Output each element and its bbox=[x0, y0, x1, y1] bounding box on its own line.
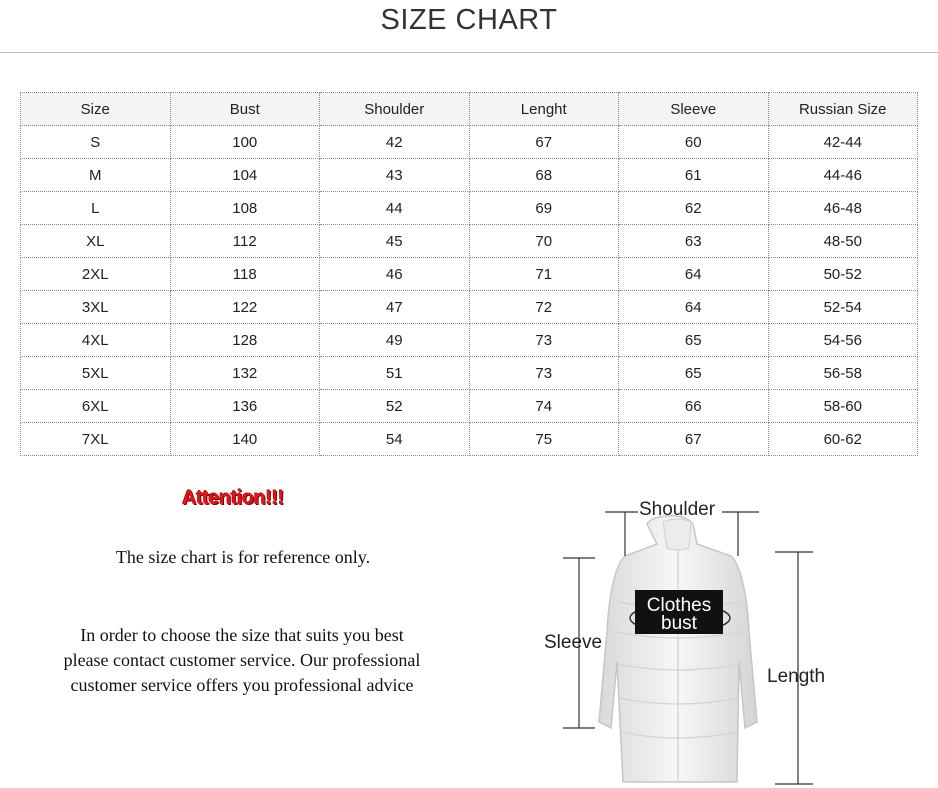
cell-bust: 112 bbox=[170, 225, 320, 258]
cell-sleeve: 65 bbox=[619, 324, 769, 357]
cell-size: 4XL bbox=[21, 324, 171, 357]
cell-sleeve: 61 bbox=[619, 159, 769, 192]
cell-size: 6XL bbox=[21, 390, 171, 423]
cell-shoulder: 45 bbox=[320, 225, 470, 258]
cell-length: 73 bbox=[469, 357, 619, 390]
cell-sleeve: 63 bbox=[619, 225, 769, 258]
cell-bust: 140 bbox=[170, 423, 320, 456]
coat-measurement-diagram bbox=[535, 492, 855, 788]
cell-shoulder: 51 bbox=[320, 357, 470, 390]
cell-shoulder: 52 bbox=[320, 390, 470, 423]
bust-label-line1: Clothes bbox=[646, 595, 712, 616]
cell-russian-size: 50-52 bbox=[768, 258, 918, 291]
column-header-shoulder: Shoulder bbox=[320, 93, 470, 126]
cell-russian-size: 46-48 bbox=[768, 192, 918, 225]
cell-size: 5XL bbox=[21, 357, 171, 390]
coat-illustration bbox=[599, 516, 757, 782]
cell-russian-size: 42-44 bbox=[768, 126, 918, 159]
cell-shoulder: 49 bbox=[320, 324, 470, 357]
column-header-length: Lenght bbox=[469, 93, 619, 126]
cell-shoulder: 44 bbox=[320, 192, 470, 225]
cell-length: 69 bbox=[469, 192, 619, 225]
cell-size: 2XL bbox=[21, 258, 171, 291]
attention-heading: Attention!!! bbox=[182, 487, 284, 509]
table-row bbox=[21, 324, 918, 357]
column-header-sleeve: Sleeve bbox=[619, 93, 769, 126]
cell-length: 75 bbox=[469, 423, 619, 456]
cell-shoulder: 47 bbox=[320, 291, 470, 324]
cell-sleeve: 64 bbox=[619, 291, 769, 324]
cell-bust: 132 bbox=[170, 357, 320, 390]
bust-label-line2: bust bbox=[661, 613, 697, 634]
table-row bbox=[21, 390, 918, 423]
cell-bust: 108 bbox=[170, 192, 320, 225]
cell-bust: 100 bbox=[170, 126, 320, 159]
bust-measure bbox=[630, 590, 730, 634]
cell-length: 74 bbox=[469, 390, 619, 423]
cell-bust: 136 bbox=[170, 390, 320, 423]
advice-line: please contact customer service. Our professional bbox=[63, 650, 421, 670]
advice-note bbox=[22, 623, 462, 698]
title-divider bbox=[0, 52, 938, 53]
column-header-russian-size: Russian Size bbox=[768, 93, 918, 126]
cell-size: 7XL bbox=[21, 423, 171, 456]
cell-size: 3XL bbox=[21, 291, 171, 324]
cell-russian-size: 56-58 bbox=[768, 357, 918, 390]
cell-sleeve: 67 bbox=[619, 423, 769, 456]
shoulder-label: Shoulder bbox=[639, 499, 716, 520]
cell-russian-size: 52-54 bbox=[768, 291, 918, 324]
table-row bbox=[21, 192, 918, 225]
cell-length: 68 bbox=[469, 159, 619, 192]
cell-length: 73 bbox=[469, 324, 619, 357]
cell-russian-size: 54-56 bbox=[768, 324, 918, 357]
cell-bust: 118 bbox=[170, 258, 320, 291]
cell-russian-size: 48-50 bbox=[768, 225, 918, 258]
cell-length: 72 bbox=[469, 291, 619, 324]
table-row bbox=[21, 126, 918, 159]
cell-russian-size: 58-60 bbox=[768, 390, 918, 423]
column-header-bust: Bust bbox=[170, 93, 320, 126]
table-row bbox=[21, 159, 918, 192]
cell-size: L bbox=[21, 192, 171, 225]
advice-line: In order to choose the size that suits you best bbox=[80, 625, 404, 645]
table-row bbox=[21, 258, 918, 291]
length-label: Length bbox=[767, 666, 826, 687]
cell-sleeve: 66 bbox=[619, 390, 769, 423]
cell-bust: 128 bbox=[170, 324, 320, 357]
cell-size: S bbox=[21, 126, 171, 159]
cell-shoulder: 43 bbox=[320, 159, 470, 192]
size-chart-table bbox=[20, 92, 918, 456]
table-row bbox=[21, 357, 918, 390]
sleeve-label: Sleeve bbox=[544, 632, 603, 653]
cell-sleeve: 65 bbox=[619, 357, 769, 390]
table-row bbox=[21, 225, 918, 258]
sleeve-measure bbox=[544, 558, 602, 728]
reference-note: The size chart is for reference only. bbox=[115, 547, 371, 567]
cell-length: 70 bbox=[469, 225, 619, 258]
cell-shoulder: 46 bbox=[320, 258, 470, 291]
cell-russian-size: 60-62 bbox=[768, 423, 918, 456]
cell-sleeve: 62 bbox=[619, 192, 769, 225]
cell-shoulder: 42 bbox=[320, 126, 470, 159]
advice-line: customer service offers you professional advice bbox=[70, 675, 414, 695]
cell-size: XL bbox=[21, 225, 171, 258]
cell-sleeve: 60 bbox=[619, 126, 769, 159]
cell-bust: 104 bbox=[170, 159, 320, 192]
cell-length: 67 bbox=[469, 126, 619, 159]
page-title: SIZE CHART bbox=[380, 4, 558, 36]
cell-russian-size: 44-46 bbox=[768, 159, 918, 192]
cell-bust: 122 bbox=[170, 291, 320, 324]
cell-sleeve: 64 bbox=[619, 258, 769, 291]
cell-size: M bbox=[21, 159, 171, 192]
table-row bbox=[21, 423, 918, 456]
table-header-row bbox=[21, 93, 918, 126]
table-row bbox=[21, 291, 918, 324]
cell-length: 71 bbox=[469, 258, 619, 291]
cell-shoulder: 54 bbox=[320, 423, 470, 456]
column-header-size: Size bbox=[21, 93, 171, 126]
length-measure bbox=[767, 552, 825, 784]
